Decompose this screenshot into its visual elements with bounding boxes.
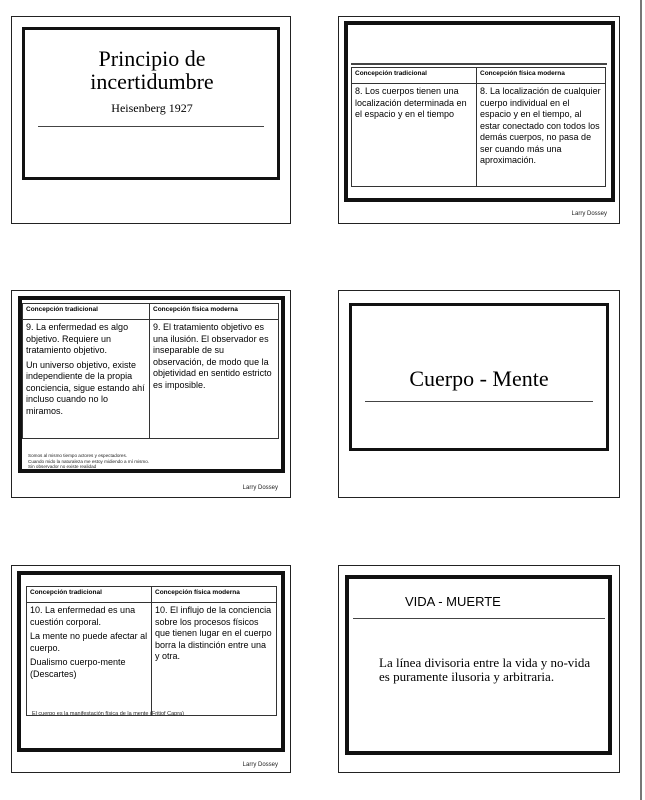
slide-cuerpo-mente (338, 290, 620, 498)
comparison-table (22, 303, 279, 439)
slide-principio-incertidumbre (11, 16, 291, 224)
column-header-modern: Concepción física moderna (477, 68, 606, 84)
title-divider (38, 126, 264, 127)
traditional-para-3: Dualismo cuerpo-mente (Descartes) (30, 657, 126, 679)
note-line: Sin observador no existe realidad (28, 464, 97, 470)
slide-inner-line (351, 63, 607, 65)
modern-text: 10. El influjo de la conciencia sobre los procesos físicos que tienen lugar en el cuerpo borra la distinción entre una y otra. (152, 603, 277, 716)
traditional-text (27, 603, 152, 716)
slide-localizacion (338, 16, 620, 224)
comparison-table (26, 586, 277, 716)
slide-author: Larry Dossey (242, 485, 278, 491)
slide-title: Cuerpo - Mente (409, 366, 549, 391)
traditional-para-1: 10. La enfermedad es una cuestión corporal. (30, 605, 136, 627)
slide-author: Larry Dossey (571, 211, 607, 217)
note-line: Somos al mismo tiempo actores y espectadores. (28, 453, 128, 458)
slide-notes (28, 453, 149, 470)
slide-title: VIDA - MUERTE (405, 594, 501, 609)
slide-subtitle: Heisenberg 1927 (111, 101, 193, 115)
traditional-para-2: Un universo objetivo, existe independiente de la propia conciencia, sigue estando ahí incluso cuando no lo miramos. (26, 359, 145, 416)
slide-note: El cuerpo es la manifestación física de la mente (Fritjof Capra) (32, 711, 184, 717)
slide-title: Principio de incertidumbre (90, 46, 214, 94)
column-header-traditional: Concepción tradicional (23, 304, 150, 320)
traditional-text (23, 320, 150, 439)
title-divider (353, 618, 605, 619)
traditional-para-2: La mente no puede afectar al cuerpo. (30, 631, 148, 653)
page-edge (640, 0, 642, 800)
slide-enfermedad-corporal (11, 565, 291, 773)
column-header-traditional: Concepción tradicional (352, 68, 477, 84)
column-header-traditional: Concepción tradicional (27, 587, 152, 603)
comparison-table (351, 67, 606, 187)
traditional-text: 8. Los cuerpos tienen una localización determinada en el espacio y en el tiempo (352, 84, 477, 187)
note-line: Cuando mido la naturaleza me estoy midiendo a mí mismo. (28, 458, 150, 464)
slide-author: Larry Dossey (242, 762, 278, 768)
slide-vida-muerte (338, 565, 620, 773)
slide-body: La línea divisoria entre la vida y no-vida es puramente ilusoria y arbitraria. (379, 655, 591, 684)
slide-enfermedad-objetiva (11, 290, 291, 498)
modern-text: 9. El tratamiento objetivo es una ilusión. El observador es inseparable de su observación, de modo que la objetividad en sentido estricto es imposible. (150, 320, 279, 439)
column-header-modern: Concepción física moderna (150, 304, 279, 320)
column-header-modern: Concepción física moderna (152, 587, 277, 603)
modern-text: 8. La localización de cualquier cuerpo individual en el espacio y en el tiempo, al estar conectado con todos los demás cuerpos, no pasa de ser cuando más una aproximación. (477, 84, 606, 187)
traditional-para-1: 9. La enfermedad es algo objetivo. Requiere un tratamiento objetivo. (26, 322, 129, 355)
title-divider (365, 401, 593, 402)
